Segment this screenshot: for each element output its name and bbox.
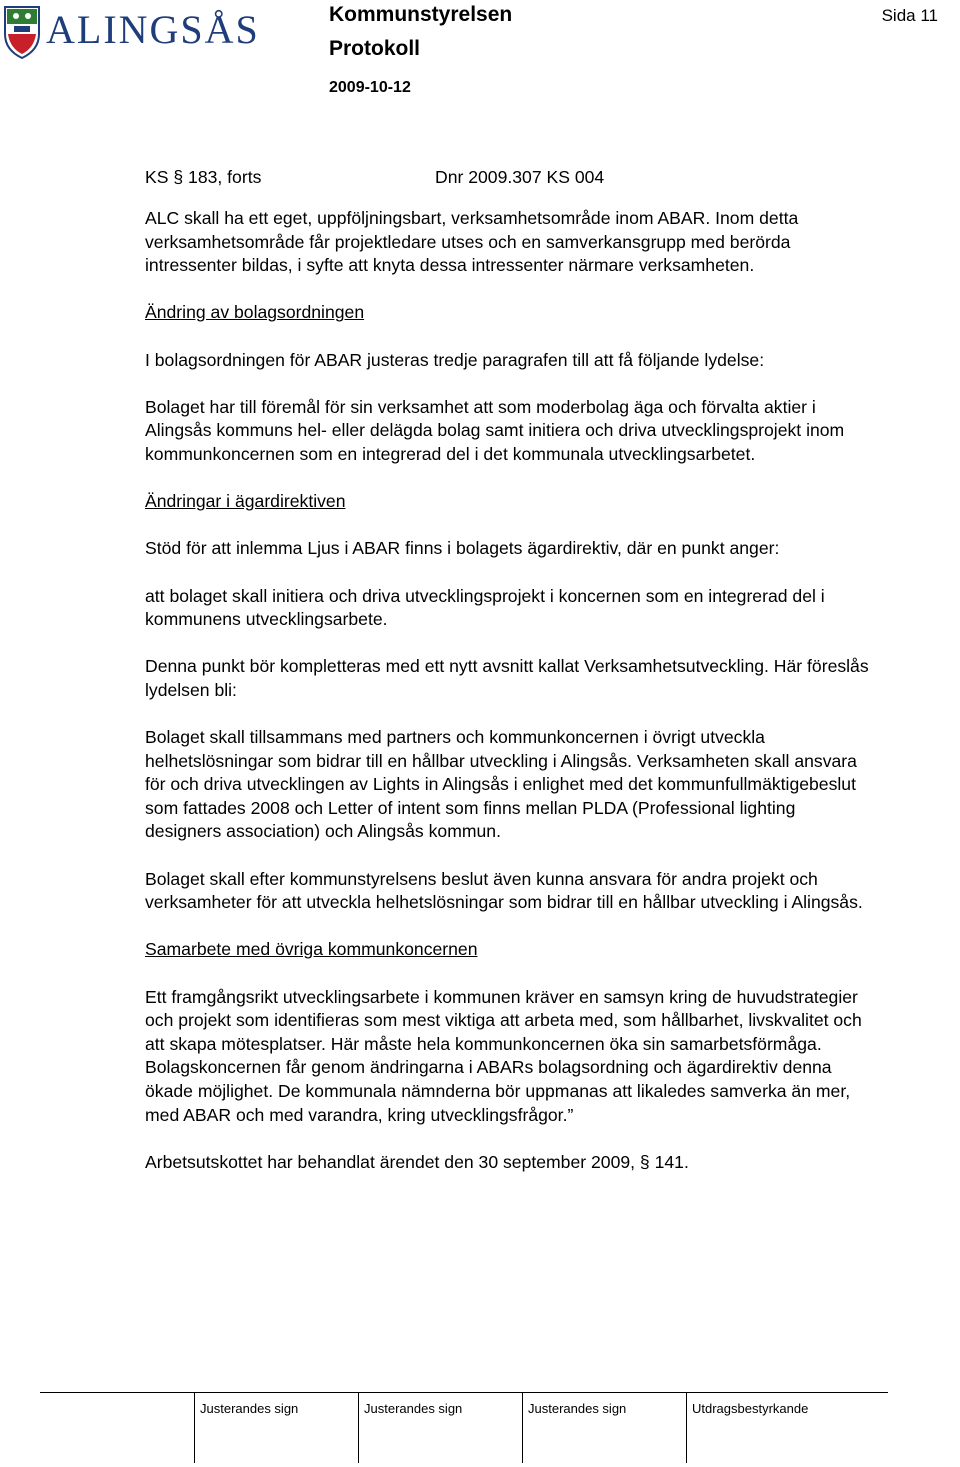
section-heading-agardirektiv: Ändringar i ägardirektiven — [145, 491, 346, 512]
paragraph-4: Stöd för att inlemma Ljus i ABAR finns i bolagets ägardirektiv, där en punkt anger: — [145, 538, 780, 559]
coat-of-arms-icon — [2, 4, 42, 60]
signature-cell-3 — [522, 1393, 683, 1463]
paragraph-8: Bolaget skall efter kommunstyrelsens beslut även kunna ansvara för andra projekt och verksamheter för att utveckla helhetslösningar som bidrar till en hållbar utveckling i Alingsås. — [145, 868, 863, 913]
signature-cell-1 — [194, 1393, 355, 1463]
paragraph-reference: KS § 183, forts — [145, 167, 262, 187]
document-type: Protokoll — [329, 37, 421, 60]
paragraph-3: Bolaget har till föremål för sin verksamhet att som moderbolag äga och förvalta aktier i Alingsås kommuns hel- eller delägda bolag samt initiera och driva utvecklingsprojekt inom kommunkoncernen som en integrerad del i det kommunala utvecklingsarbetet. — [145, 396, 845, 464]
document-date: 2009-10-12 — [329, 79, 411, 96]
extract-cell — [686, 1393, 887, 1463]
signature-cell-2 — [358, 1393, 519, 1463]
diary-number: Dnr 2009.307 KS 004 — [435, 167, 605, 187]
municipality-logo — [2, 4, 262, 62]
case-reference — [145, 166, 870, 190]
logo-wordmark: ALINGSÅS — [46, 7, 260, 52]
paragraph-7: Bolaget skall tillsammans med partners och kommunkoncernen i övrigt utveckla helhetslösningar som bidrar till en hållbar utveckling i Alingsås. Verksamheten skall ansvara för och driva utvecklingen av Lights in Alingsås i enlighet med det kommunfullmäktigebeslut som fattades 2008 och Letter of intent som finns mellan PLDA (Professional lighting designers association) och Alingsås kommun. — [145, 727, 857, 842]
document-body — [145, 166, 870, 1174]
paragraph-10: Arbetsutskottet har behandlat ärendet den 30 september 2009, § 141. — [145, 1151, 689, 1172]
section-heading-samarbete: Samarbete med övriga kommunkoncernen — [145, 939, 478, 960]
extract-label: Utdragsbestyrkande — [692, 1401, 809, 1416]
page-header — [0, 0, 960, 110]
signature-footer — [40, 1392, 888, 1463]
paragraph-5: att bolaget skall initiera och driva utvecklingsprojekt i koncernen som en integrerad del i kommunens utvecklingsarbete. — [145, 585, 825, 630]
signature-label: Justerandes sign — [528, 1401, 627, 1416]
paragraph-6: Denna punkt bör kompletteras med ett nytt avsnitt kallat Verksamhetsutveckling. Här föreslås lydelsen bli: — [145, 656, 869, 700]
paragraph-2: I bolagsordningen för ABAR justeras tredje paragrafen till att få följande lydelse: — [145, 349, 765, 370]
document-organ: Kommunstyrelsen — [329, 3, 513, 26]
paragraph-9: Ett framgångsrikt utvecklingsarbete i kommunen kräver en samsyn kring de huvudstrategier och projekt som identifieras som mest viktiga att arbeta med, som hållbarhet, livskvalitet och att skapa mötesplatser. Här måste hela kommunkoncernen öka sin samarbetsförmåga. Bolagskoncernen får genom ändringarna i ABARs bolagsordning och ägardirektiv denna ökade möjlighet. De kommunala nämnderna bör uppmanas att likaledes samverka än mer, med ABAR och med varandra, kring utvecklingsfrågor.” — [145, 986, 862, 1125]
page-number: Sida 11 — [881, 6, 938, 25]
section-heading-bolagsordning: Ändring av bolagsordningen — [145, 302, 365, 323]
signature-label: Justerandes sign — [364, 1401, 463, 1416]
signature-label: Justerandes sign — [200, 1401, 299, 1416]
paragraph-1: ALC skall ha ett eget, uppföljningsbart, verksamhetsområde inom ABAR. Inom detta verksamhetsområde får projektledare utses och en samverkansgrupp med berörda intressenter bildas, i syfte att knyta dessa intressenter närmare verksamheten. — [145, 208, 799, 276]
